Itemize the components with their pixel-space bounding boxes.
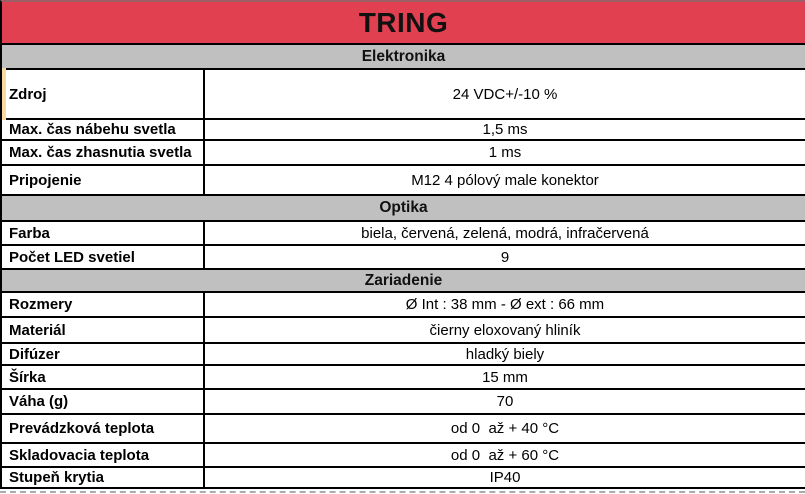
row-value-cell bbox=[205, 415, 805, 442]
spec-row-pocet-led-svetiel bbox=[2, 246, 805, 270]
spec-row-pripojenie bbox=[2, 166, 805, 196]
row-value: 15 mm bbox=[482, 368, 528, 386]
section-header-elektronika bbox=[2, 45, 805, 70]
row-value: čierny eloxovaný hliník bbox=[429, 321, 581, 339]
row-label: Difúzer bbox=[9, 345, 60, 363]
spec-row-material bbox=[2, 318, 805, 344]
row-label-cell bbox=[2, 141, 205, 164]
row-value: od 0 až + 40 °C bbox=[450, 420, 560, 437]
row-value: 24 VDC+/-10 % bbox=[452, 85, 558, 103]
spec-row-vaha-g bbox=[2, 390, 805, 415]
spec-row-skladovacia-teplota bbox=[2, 444, 805, 468]
spec-row-zdroj bbox=[2, 70, 805, 120]
row-label: Skladovacia teplota bbox=[9, 446, 150, 464]
row-label: Max. čas zhasnutia svetla bbox=[9, 144, 192, 161]
product-title-bar bbox=[0, 0, 805, 45]
row-value-cell bbox=[205, 318, 805, 342]
row-label-cell bbox=[2, 390, 205, 413]
row-label: Stupeň krytia bbox=[9, 469, 105, 486]
row-label: Rozmery bbox=[9, 296, 73, 313]
row-label: Farba bbox=[9, 224, 50, 242]
row-label-cell bbox=[2, 444, 205, 466]
left-highlight-strip bbox=[2, 68, 6, 120]
product-title: TRING bbox=[358, 6, 449, 38]
row-value: biela, červená, zelená, modrá, infračervená bbox=[361, 224, 649, 242]
row-value: 9 bbox=[500, 248, 510, 266]
row-value-cell bbox=[205, 120, 805, 139]
row-value-cell bbox=[205, 468, 805, 487]
row-label-cell bbox=[2, 344, 205, 364]
row-label: Max. čas nábehu svetla bbox=[9, 121, 176, 138]
spec-row-farba bbox=[2, 222, 805, 246]
row-label: Šírka bbox=[9, 368, 46, 386]
row-label-cell bbox=[2, 293, 205, 316]
row-label: Pripojenie bbox=[9, 171, 82, 189]
spec-row-difuzer bbox=[2, 344, 805, 366]
row-value: hladký biely bbox=[465, 345, 545, 363]
row-label-cell bbox=[2, 70, 205, 118]
row-value: od 0 až + 60 °C bbox=[450, 446, 560, 464]
row-value: Ø Int : 38 mm - Ø ext : 66 mm bbox=[405, 296, 605, 313]
row-value-cell bbox=[205, 444, 805, 466]
row-value: 70 bbox=[496, 393, 514, 410]
row-value-cell bbox=[205, 390, 805, 413]
row-value-cell bbox=[205, 222, 805, 244]
row-value-cell bbox=[205, 246, 805, 268]
row-label-cell bbox=[2, 366, 205, 388]
row-label-cell bbox=[2, 246, 205, 268]
row-label: Materiál bbox=[9, 321, 66, 339]
page-break-dashed-line bbox=[0, 491, 805, 493]
row-value-cell bbox=[205, 366, 805, 388]
row-value-cell bbox=[205, 293, 805, 316]
row-label-cell bbox=[2, 318, 205, 342]
row-value-cell bbox=[205, 344, 805, 364]
section-header-label: Zariadenie bbox=[364, 271, 443, 289]
row-label: Prevádzková teplota bbox=[9, 420, 155, 437]
row-value: M12 4 pólový male konektor bbox=[411, 171, 599, 189]
row-label: Váha (g) bbox=[9, 393, 69, 410]
row-value-cell bbox=[205, 70, 805, 118]
spec-table bbox=[0, 45, 805, 489]
spec-row-stupen-krytia bbox=[2, 468, 805, 489]
row-label-cell bbox=[2, 415, 205, 442]
row-label-cell bbox=[2, 166, 205, 194]
spec-row-max-cas-nabehu-svetla bbox=[2, 120, 805, 141]
row-label-cell bbox=[2, 468, 205, 487]
section-header-optika bbox=[2, 196, 805, 222]
row-value: 1 ms bbox=[488, 144, 522, 161]
section-header-zariadenie bbox=[2, 270, 805, 293]
row-value-cell bbox=[205, 166, 805, 194]
spec-row-sirka bbox=[2, 366, 805, 390]
row-label: Zdroj bbox=[9, 85, 47, 103]
section-header-label: Optika bbox=[379, 199, 428, 216]
row-value-cell bbox=[205, 141, 805, 164]
row-label-cell bbox=[2, 120, 205, 139]
row-label-cell bbox=[2, 222, 205, 244]
row-label: Počet LED svetiel bbox=[9, 248, 135, 266]
section-header-label: Elektronika bbox=[361, 47, 446, 65]
row-value: IP40 bbox=[489, 469, 521, 486]
row-value: 1,5 ms bbox=[482, 121, 528, 138]
bottom-strip bbox=[0, 489, 805, 494]
spec-row-prevadzkova-teplota bbox=[2, 415, 805, 444]
spec-row-rozmery bbox=[2, 293, 805, 318]
spec-row-max-cas-zhasnutia-svetla bbox=[2, 141, 805, 166]
